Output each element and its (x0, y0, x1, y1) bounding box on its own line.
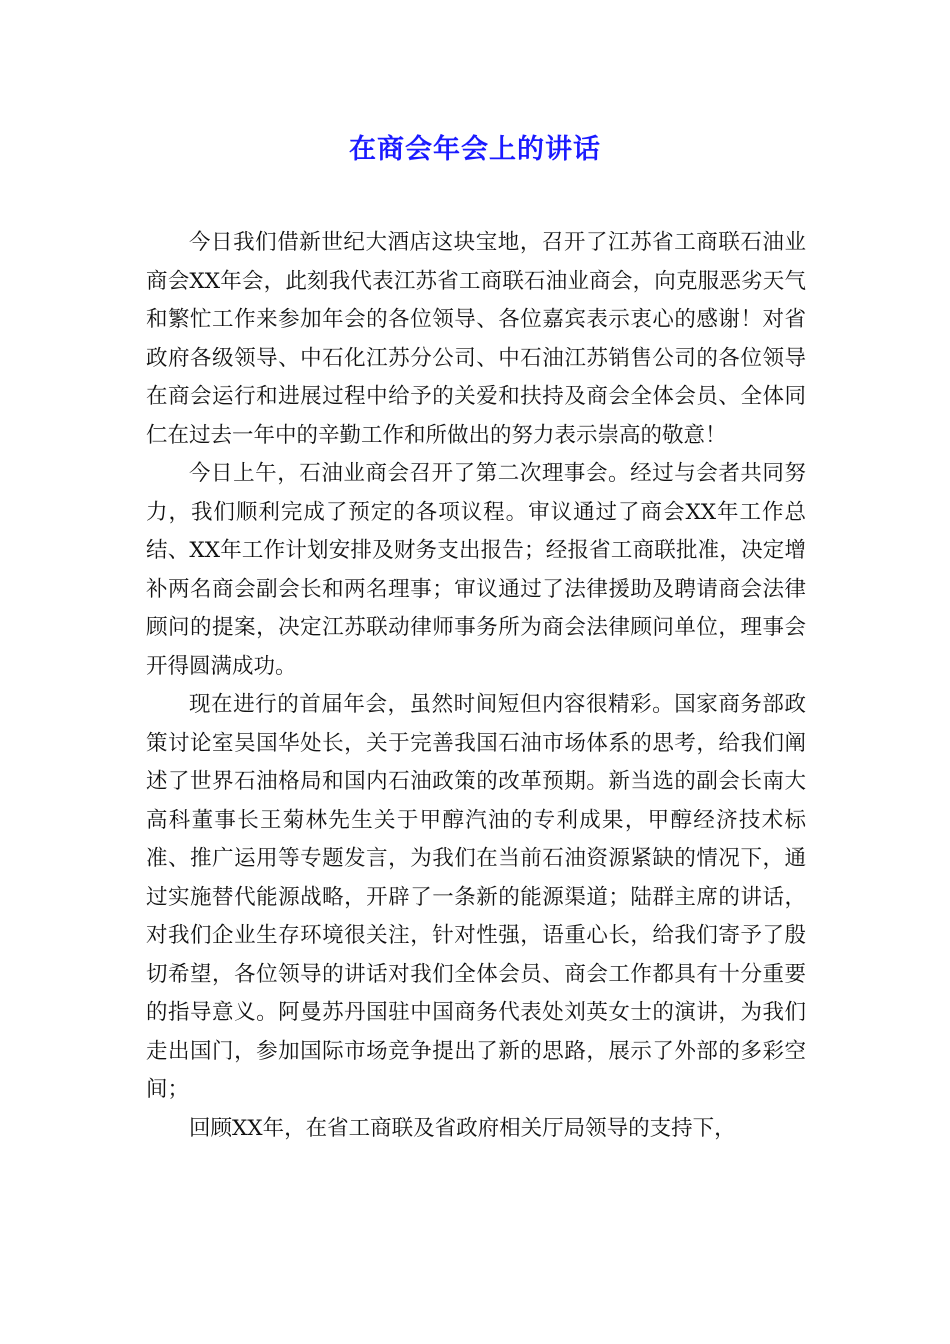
paragraph-2: 今日上午，石油业商会召开了第二次理事会。经过与会者共同努力，我们顺利完成了预定的各项议程。审议通过了商会XX年工作总结、XX年工作计划安排及财务支出报告；经报省工商联批准，决定增补两名商会副会长和两名理事；审议通过了法律援助及聘请商会法律顾问的提案，决定江苏联动律师事务所为商会法律顾问单位，理事会开得圆满成功。 (146, 461, 806, 679)
paragraph-1: 今日我们借新世纪大酒店这块宝地，召开了江苏省工商联石油业商会XX年会，此刻我代表江苏省工商联石油业商会，向克服恶劣天气和繁忙工作来参加年会的各位领导、各位嘉宾表示衷心的感谢！对省政府各级领导、中石化江苏分公司、中石油江苏销售公司的各位领导在商会运行和进展过程中给予的关爱和扶持及商会全体会员、全体同仁在过去一年中的辛勤工作和所做出的努力表示崇高的敬意！ (146, 230, 806, 448)
paragraph-4: 回顾XX年，在省工商联及省政府相关厅局领导的支持下， (189, 1115, 736, 1141)
document-body (146, 224, 806, 1148)
paragraph-3: 现在进行的首届年会，虽然时间短但内容很精彩。国家商务部政策讨论室吴国华处长，关于完善我国石油市场体系的思考，给我们阐述了世界石油格局和国内石油政策的改革预期。新当选的副会长南大高科董事长王菊林先生关于甲醇汽油的专利成果，甲醇经济技术标准、推广运用等专题发言，为我们在当前石油资源紧缺的情况下，通过实施替代能源战略，开辟了一条新的能源渠道；陆群主席的讲话，对我们企业生存环境很关注，针对性强，语重心长，给我们寄予了殷切希望，各位领导的讲话对我们全体会员、商会工作都具有十分重要的指导意义。阿曼苏丹国驻中国商务代表处刘英女士的演讲，为我们走出国门，参加国际市场竞争提出了新的思路，展示了外部的多彩空间； (146, 692, 806, 1102)
document-title: 在商会年会上的讲话 (349, 134, 601, 165)
